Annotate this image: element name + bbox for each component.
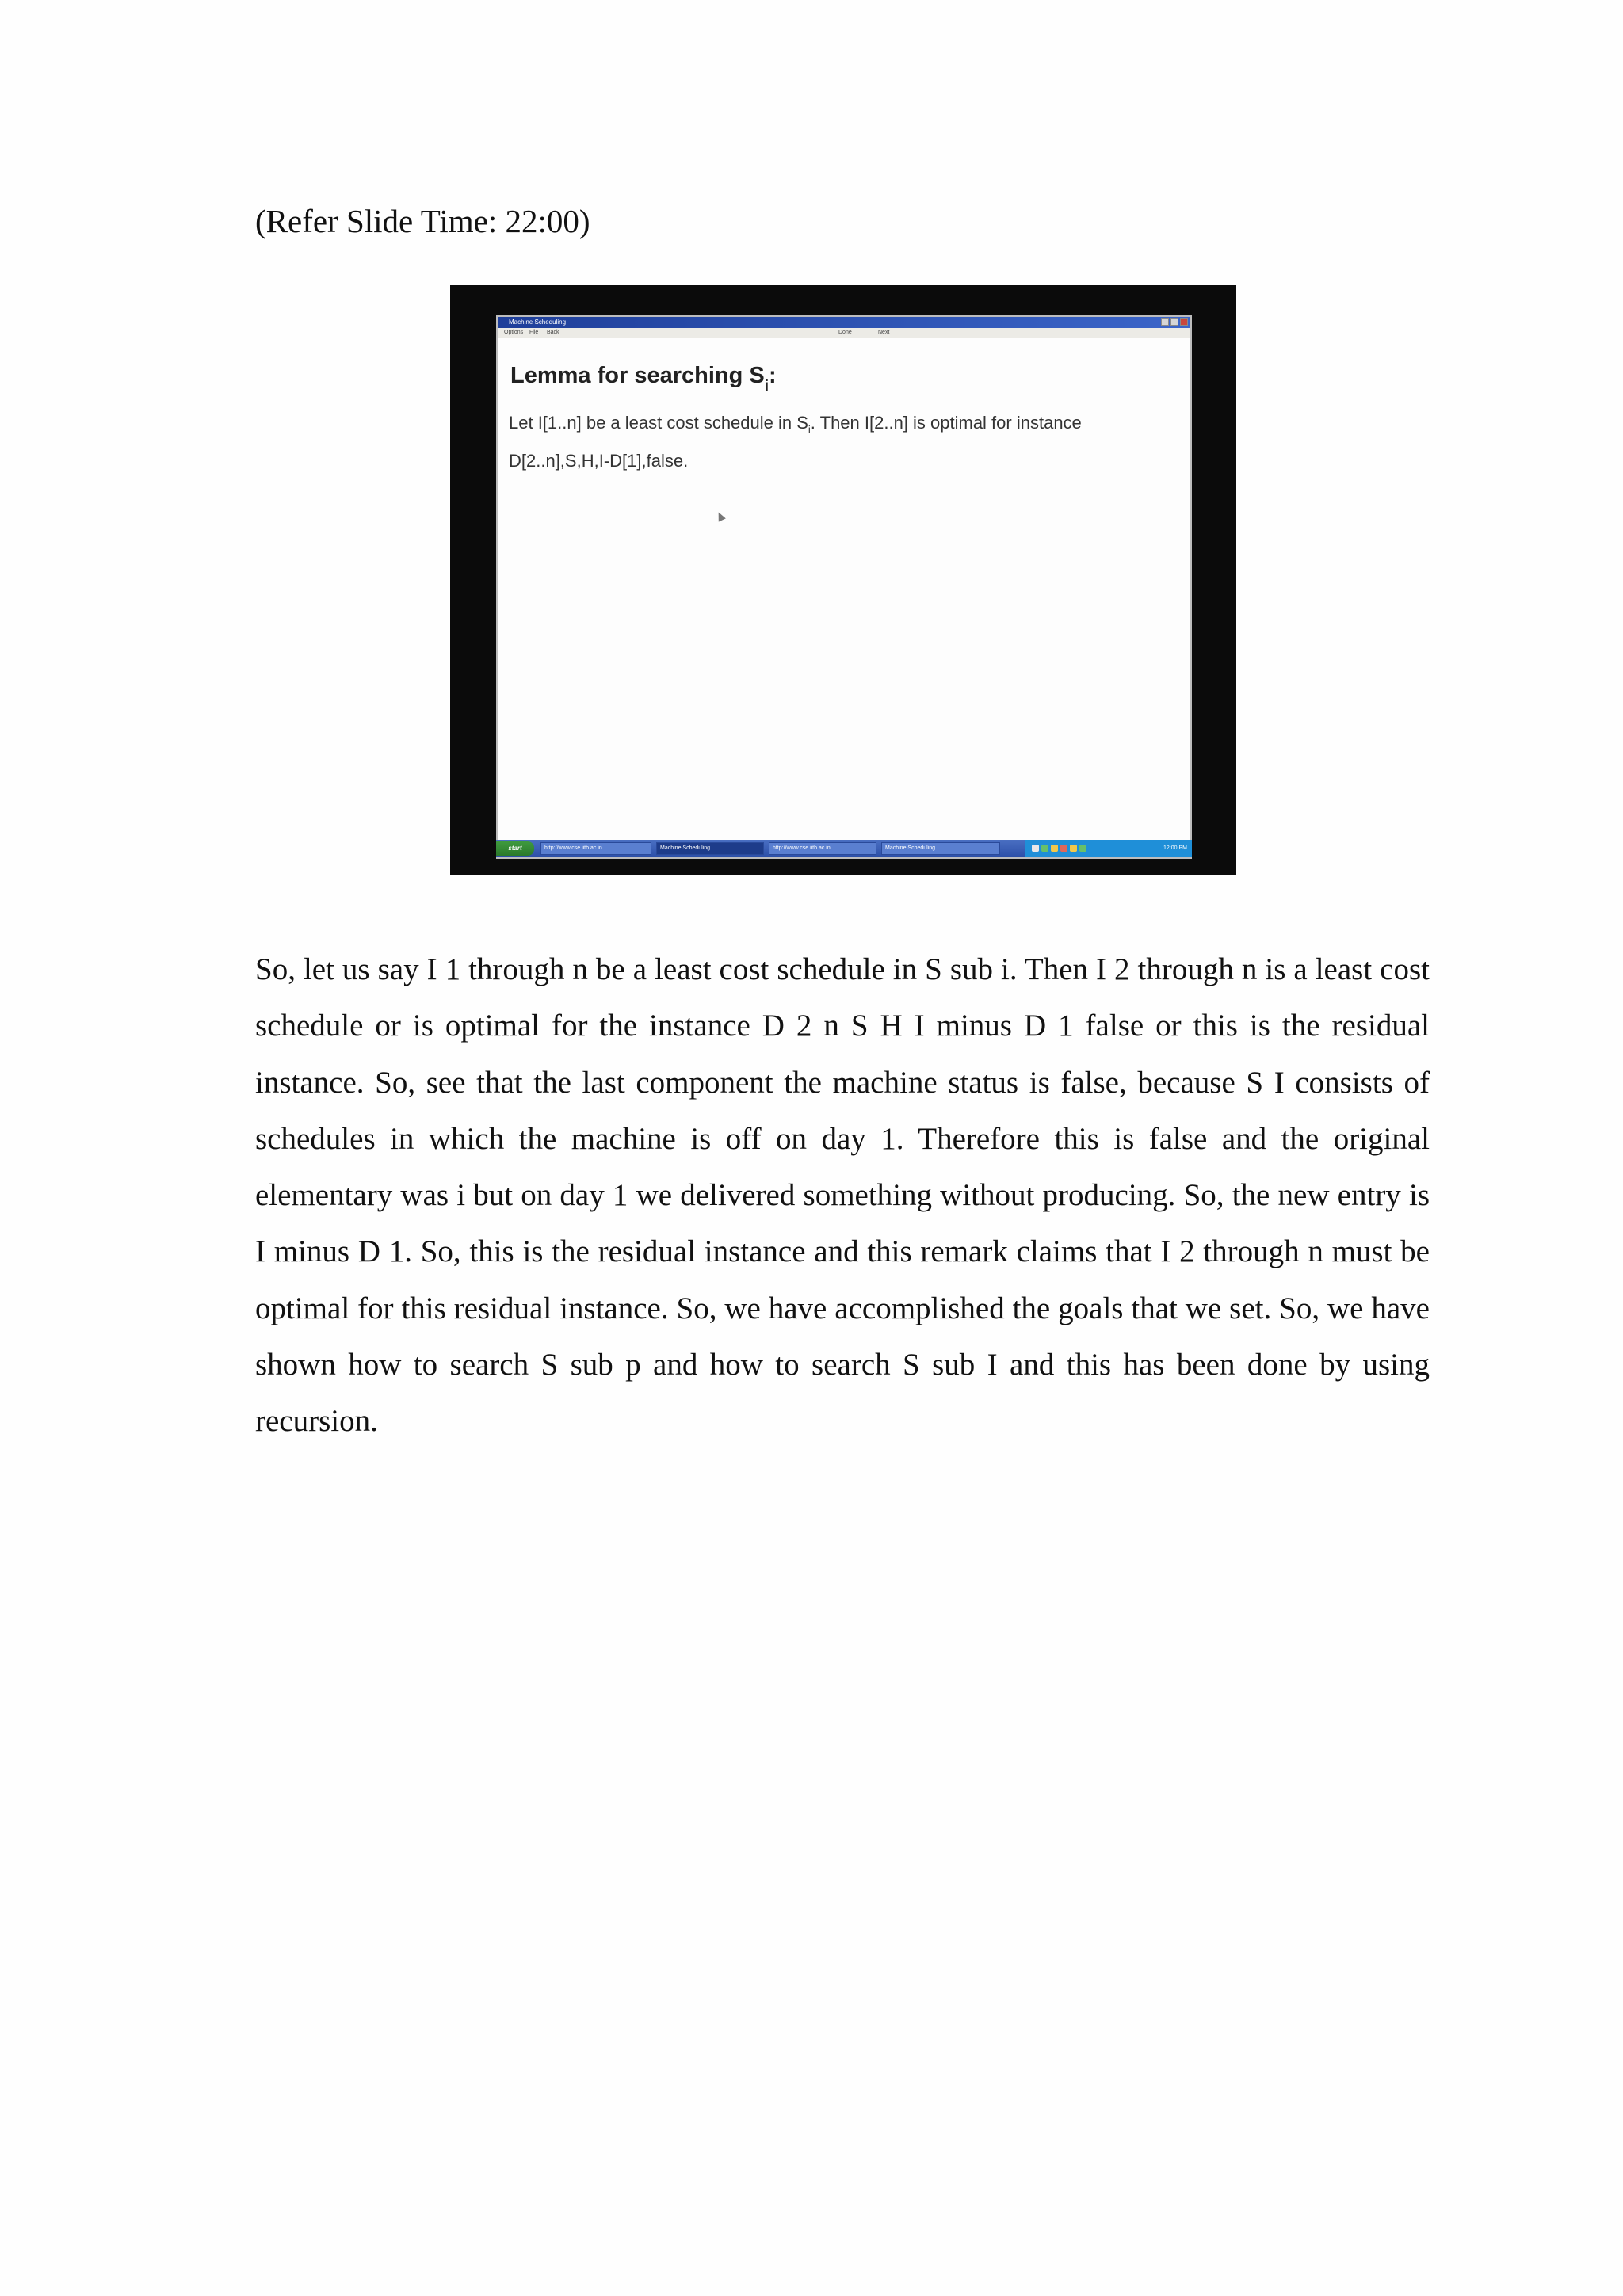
mouse-cursor-icon xyxy=(715,510,726,521)
menu-item-options: Options xyxy=(504,330,524,335)
tray-icon xyxy=(1070,845,1077,852)
window-titlebar xyxy=(498,317,1190,328)
slide-window xyxy=(496,315,1192,859)
tray-icon xyxy=(1079,845,1086,852)
refer-slide-time: (Refer Slide Time: 22:00) xyxy=(255,203,590,239)
start-button: start xyxy=(496,841,534,856)
taskbar-item: Machine Scheduling xyxy=(881,842,1000,855)
tray-clock: 12:00 PM xyxy=(1163,845,1187,851)
taskbar-item: Machine Scheduling xyxy=(656,842,764,855)
slide-title-subscript: i xyxy=(764,377,769,395)
taskbar-item: http://www.cse.iitb.ac.in xyxy=(540,842,651,855)
menu-item-file: File xyxy=(529,330,539,335)
slide-screenshot xyxy=(450,285,1236,875)
slide-line-1-b: . Then I[2..n] is optimal for instance xyxy=(810,413,1082,433)
slide-line-2: D[2..n],S,H,I-D[1],false. xyxy=(509,451,689,471)
tray-icons xyxy=(1032,845,1086,852)
slide-title-colon: : xyxy=(769,363,777,388)
menu-item-back: Back xyxy=(547,330,559,335)
taskbar-item: http://www.cse.iitb.ac.in xyxy=(769,842,876,855)
taskbar xyxy=(496,840,1192,857)
window-title: Machine Scheduling xyxy=(509,318,567,326)
close-icon xyxy=(1180,318,1188,326)
window-controls xyxy=(1161,318,1188,326)
maximize-icon xyxy=(1170,318,1178,326)
system-tray xyxy=(1025,840,1192,857)
minimize-icon xyxy=(1161,318,1169,326)
slide-line-1-a: Let I[1..n] be a least cost schedule in S xyxy=(509,413,808,433)
slide-line-1 xyxy=(509,412,1082,441)
body-paragraph: So, let us say I 1 through n be a least cost schedule in S sub i. Then I 2 through n is a least cost schedule or is optimal for the instance D 2 n S H I minus D 1 false or this is the residual instance. So, see that the last component the machine status is false, because S I consists of schedules in which the machine is off on day 1. Therefore this is false and the original elementary was i but on day 1 we delivered something without producing. So, the new entry is I minus D 1. So, this is the residual instance and this remark claims that I 2 through n must be optimal for this residual instance. So, we have accomplished the goals that we set. So, we have shown how to search S sub p and how to search S sub I and this has been done by using recursion. xyxy=(255,952,1430,1439)
tray-icon xyxy=(1060,845,1067,852)
menu-item-next: Next xyxy=(878,330,890,335)
window-menubar xyxy=(498,328,1190,338)
tray-icon xyxy=(1041,845,1048,852)
slide-title-text: Lemma for searching S xyxy=(510,363,765,388)
slide-title xyxy=(510,361,777,399)
tray-icon xyxy=(1032,845,1039,852)
slide-line-1-subscript: i xyxy=(808,423,811,436)
tray-icon xyxy=(1051,845,1058,852)
menu-item-done: Done xyxy=(838,330,852,335)
